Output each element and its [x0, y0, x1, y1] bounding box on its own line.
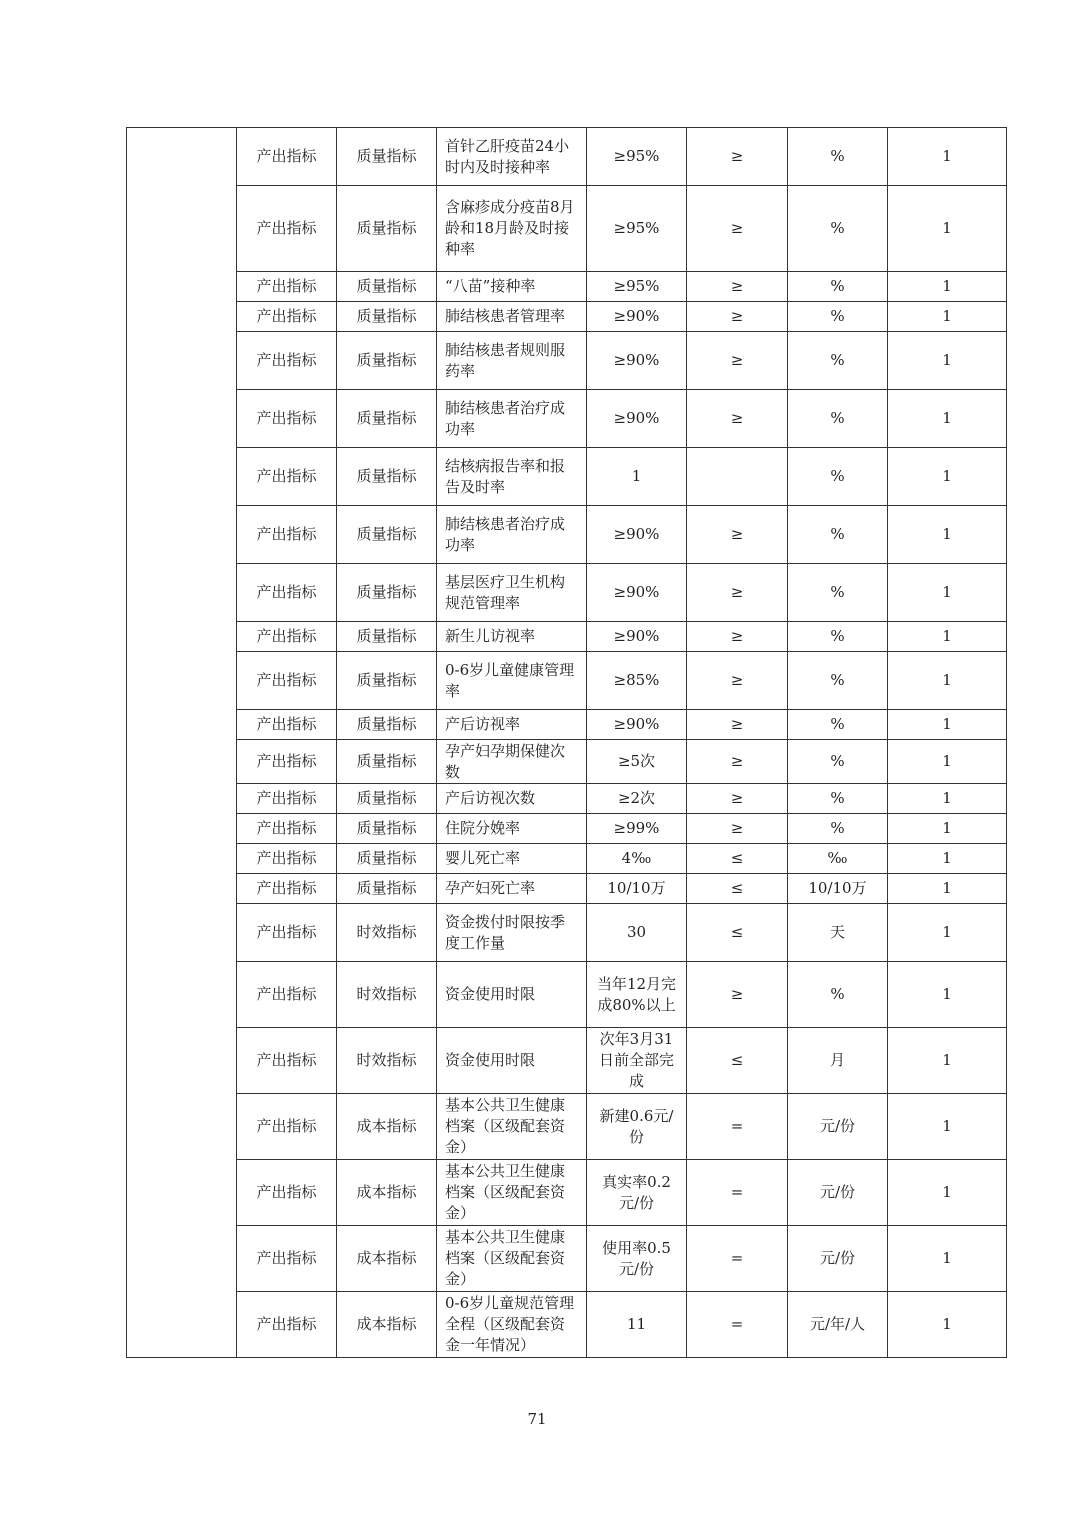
target-value-cell: ≥90% [587, 302, 687, 332]
table-row [127, 844, 1007, 874]
unit-cell: 元/份 [788, 1094, 888, 1160]
category-l1-cell: 产出指标 [237, 390, 337, 448]
unit-cell: % [788, 332, 888, 390]
weight-cell: 1 [888, 652, 1007, 710]
unit-cell: 元/份 [788, 1160, 888, 1226]
unit-cell: % [788, 564, 888, 622]
category-l1-cell: 产出指标 [237, 1226, 337, 1292]
unit-cell: % [788, 128, 888, 186]
target-value-cell: ≥2次 [587, 784, 687, 814]
weight-cell: 1 [888, 874, 1007, 904]
indicator-name-cell: 产后访视次数 [437, 784, 587, 814]
category-l1-cell: 产出指标 [237, 874, 337, 904]
category-l2-cell: 成本指标 [337, 1226, 437, 1292]
target-value-cell: ≥90% [587, 710, 687, 740]
unit-cell: 天 [788, 904, 888, 962]
category-l2-cell: 质量指标 [337, 506, 437, 564]
category-l2-cell: 质量指标 [337, 302, 437, 332]
weight-cell: 1 [888, 1028, 1007, 1094]
category-l1-cell: 产出指标 [237, 564, 337, 622]
target-value-cell: ≥95% [587, 186, 687, 272]
comparison-operator-cell: ≥ [687, 740, 788, 784]
target-value-cell: ≥90% [587, 332, 687, 390]
unit-cell: % [788, 814, 888, 844]
table-row [127, 962, 1007, 1028]
category-l2-cell: 质量指标 [337, 390, 437, 448]
weight-cell: 1 [888, 186, 1007, 272]
comparison-operator-cell [687, 448, 788, 506]
comparison-operator-cell: ≥ [687, 814, 788, 844]
category-l1-cell: 产出指标 [237, 652, 337, 710]
category-l1-cell: 产出指标 [237, 302, 337, 332]
indicator-name-cell: 孕产妇孕期保健次数 [437, 740, 587, 784]
category-l1-cell: 产出指标 [237, 128, 337, 186]
category-l1-cell: 产出指标 [237, 904, 337, 962]
target-value-cell: ≥90% [587, 390, 687, 448]
weight-cell: 1 [888, 622, 1007, 652]
unit-cell: % [788, 302, 888, 332]
comparison-operator-cell: ≥ [687, 272, 788, 302]
weight-cell: 1 [888, 710, 1007, 740]
comparison-operator-cell: ≥ [687, 302, 788, 332]
table-row [127, 814, 1007, 844]
comparison-operator-cell: ≥ [687, 186, 788, 272]
weight-cell: 1 [888, 784, 1007, 814]
table-row [127, 390, 1007, 448]
weight-cell: 1 [888, 390, 1007, 448]
indicator-name-cell: 肺结核患者治疗成功率 [437, 390, 587, 448]
indicator-name-cell: 肺结核患者管理率 [437, 302, 587, 332]
category-l2-cell: 质量指标 [337, 710, 437, 740]
target-value-cell: 当年12月完成80%以上 [587, 962, 687, 1028]
category-l1-cell: 产出指标 [237, 1094, 337, 1160]
table-row [127, 652, 1007, 710]
category-l1-cell: 产出指标 [237, 784, 337, 814]
comparison-operator-cell: ≥ [687, 506, 788, 564]
weight-cell: 1 [888, 962, 1007, 1028]
comparison-operator-cell: ≤ [687, 1028, 788, 1094]
unit-cell: % [788, 390, 888, 448]
indicator-name-cell: 婴儿死亡率 [437, 844, 587, 874]
category-l1-cell: 产出指标 [237, 710, 337, 740]
category-l1-cell: 产出指标 [237, 962, 337, 1028]
category-l2-cell: 成本指标 [337, 1292, 437, 1358]
category-l1-cell: 产出指标 [237, 272, 337, 302]
weight-cell: 1 [888, 128, 1007, 186]
target-value-cell: 10/10万 [587, 874, 687, 904]
target-value-cell: 30 [587, 904, 687, 962]
comparison-operator-cell: ≥ [687, 128, 788, 186]
weight-cell: 1 [888, 904, 1007, 962]
category-l1-cell: 产出指标 [237, 332, 337, 390]
category-l2-cell: 质量指标 [337, 186, 437, 272]
weight-cell: 1 [888, 448, 1007, 506]
indicator-name-cell: 基本公共卫生健康档案（区级配套资金） [437, 1226, 587, 1292]
category-l2-cell: 质量指标 [337, 622, 437, 652]
unit-cell: 元/份 [788, 1226, 888, 1292]
indicator-name-cell: 孕产妇死亡率 [437, 874, 587, 904]
table-row [127, 740, 1007, 784]
indicator-name-cell: 肺结核患者治疗成功率 [437, 506, 587, 564]
indicator-name-cell: 结核病报告率和报告及时率 [437, 448, 587, 506]
category-l1-cell: 产出指标 [237, 186, 337, 272]
category-l1-cell: 产出指标 [237, 506, 337, 564]
unit-cell: % [788, 962, 888, 1028]
indicator-name-cell: 0-6岁儿童规范管理全程（区级配套资金一年情况） [437, 1292, 587, 1358]
indicator-name-cell: 基本公共卫生健康档案（区级配套资金） [437, 1094, 587, 1160]
category-l1-cell: 产出指标 [237, 1160, 337, 1226]
unit-cell: % [788, 448, 888, 506]
comparison-operator-cell: ≤ [687, 904, 788, 962]
target-value-cell: 11 [587, 1292, 687, 1358]
merged-first-column-cell [127, 128, 237, 1358]
category-l1-cell: 产出指标 [237, 1028, 337, 1094]
indicator-name-cell: 基本公共卫生健康档案（区级配套资金） [437, 1160, 587, 1226]
comparison-operator-cell: ≤ [687, 874, 788, 904]
table-row [127, 1094, 1007, 1160]
table-body [127, 128, 1007, 1358]
comparison-operator-cell: ≥ [687, 710, 788, 740]
table-row [127, 128, 1007, 186]
table-row [127, 1028, 1007, 1094]
category-l2-cell: 质量指标 [337, 740, 437, 784]
indicator-name-cell: 0-6岁儿童健康管理率 [437, 652, 587, 710]
target-value-cell: ≥95% [587, 128, 687, 186]
unit-cell: % [788, 652, 888, 710]
comparison-operator-cell: ≥ [687, 564, 788, 622]
unit-cell: % [788, 506, 888, 564]
comparison-operator-cell: ≥ [687, 784, 788, 814]
comparison-operator-cell: = [687, 1292, 788, 1358]
target-value-cell: ≥95% [587, 272, 687, 302]
comparison-operator-cell: ≤ [687, 844, 788, 874]
category-l2-cell: 质量指标 [337, 874, 437, 904]
unit-cell: 月 [788, 1028, 888, 1094]
comparison-operator-cell: ≥ [687, 390, 788, 448]
category-l1-cell: 产出指标 [237, 844, 337, 874]
table-row [127, 1292, 1007, 1358]
category-l2-cell: 质量指标 [337, 332, 437, 390]
category-l1-cell: 产出指标 [237, 448, 337, 506]
category-l2-cell: 质量指标 [337, 448, 437, 506]
weight-cell: 1 [888, 844, 1007, 874]
unit-cell: % [788, 710, 888, 740]
target-value-cell: ≥90% [587, 506, 687, 564]
indicator-name-cell: 资金拨付时限按季度工作量 [437, 904, 587, 962]
indicator-name-cell: 含麻疹成分疫苗8月龄和18月龄及时接种率 [437, 186, 587, 272]
weight-cell: 1 [888, 1160, 1007, 1226]
category-l2-cell: 质量指标 [337, 844, 437, 874]
indicator-name-cell: 资金使用时限 [437, 1028, 587, 1094]
table-row [127, 904, 1007, 962]
table-row [127, 710, 1007, 740]
comparison-operator-cell: = [687, 1160, 788, 1226]
category-l2-cell: 质量指标 [337, 784, 437, 814]
category-l2-cell: 时效指标 [337, 904, 437, 962]
indicator-name-cell: “八苗”接种率 [437, 272, 587, 302]
table-row [127, 622, 1007, 652]
indicator-name-cell: 首针乙肝疫苗24小时内及时接种率 [437, 128, 587, 186]
weight-cell: 1 [888, 564, 1007, 622]
category-l2-cell: 质量指标 [337, 564, 437, 622]
category-l2-cell: 成本指标 [337, 1094, 437, 1160]
comparison-operator-cell: = [687, 1226, 788, 1292]
category-l1-cell: 产出指标 [237, 1292, 337, 1358]
unit-cell: ‰ [788, 844, 888, 874]
table-row [127, 784, 1007, 814]
target-value-cell: ≥90% [587, 622, 687, 652]
comparison-operator-cell: = [687, 1094, 788, 1160]
weight-cell: 1 [888, 1094, 1007, 1160]
comparison-operator-cell: ≥ [687, 652, 788, 710]
category-l2-cell: 质量指标 [337, 272, 437, 302]
unit-cell: % [788, 186, 888, 272]
category-l2-cell: 时效指标 [337, 962, 437, 1028]
table-row [127, 1160, 1007, 1226]
indicator-name-cell: 资金使用时限 [437, 962, 587, 1028]
target-value-cell: 次年3月31日前全部完成 [587, 1028, 687, 1094]
table-row [127, 448, 1007, 506]
weight-cell: 1 [888, 332, 1007, 390]
table-row [127, 564, 1007, 622]
category-l2-cell: 质量指标 [337, 814, 437, 844]
target-value-cell: 使用率0.5元/份 [587, 1226, 687, 1292]
unit-cell: 元/年/人 [788, 1292, 888, 1358]
unit-cell: % [788, 622, 888, 652]
target-value-cell: ≥5次 [587, 740, 687, 784]
unit-cell: 10/10万 [788, 874, 888, 904]
category-l1-cell: 产出指标 [237, 814, 337, 844]
table-row [127, 1226, 1007, 1292]
unit-cell: % [788, 272, 888, 302]
category-l2-cell: 质量指标 [337, 128, 437, 186]
weight-cell: 1 [888, 302, 1007, 332]
weight-cell: 1 [888, 1292, 1007, 1358]
comparison-operator-cell: ≥ [687, 332, 788, 390]
table-row [127, 272, 1007, 302]
indicator-table [126, 127, 1007, 1358]
table-row [127, 186, 1007, 272]
weight-cell: 1 [888, 1226, 1007, 1292]
category-l2-cell: 成本指标 [337, 1160, 437, 1226]
table-row [127, 506, 1007, 564]
indicator-name-cell: 新生儿访视率 [437, 622, 587, 652]
indicator-name-cell: 住院分娩率 [437, 814, 587, 844]
target-value-cell: ≥90% [587, 564, 687, 622]
comparison-operator-cell: ≥ [687, 962, 788, 1028]
weight-cell: 1 [888, 506, 1007, 564]
unit-cell: % [788, 740, 888, 784]
page-number: 71 [527, 1410, 547, 1428]
target-value-cell: 4‰ [587, 844, 687, 874]
indicator-name-cell: 基层医疗卫生机构规范管理率 [437, 564, 587, 622]
table-row [127, 302, 1007, 332]
comparison-operator-cell: ≥ [687, 622, 788, 652]
table-row [127, 332, 1007, 390]
category-l2-cell: 时效指标 [337, 1028, 437, 1094]
target-value-cell: ≥99% [587, 814, 687, 844]
indicator-name-cell: 肺结核患者规则服药率 [437, 332, 587, 390]
target-value-cell: 真实率0.2元/份 [587, 1160, 687, 1226]
category-l2-cell: 质量指标 [337, 652, 437, 710]
indicator-name-cell: 产后访视率 [437, 710, 587, 740]
target-value-cell: ≥85% [587, 652, 687, 710]
target-value-cell: 新建0.6元/份 [587, 1094, 687, 1160]
weight-cell: 1 [888, 740, 1007, 784]
unit-cell: % [788, 784, 888, 814]
weight-cell: 1 [888, 814, 1007, 844]
weight-cell: 1 [888, 272, 1007, 302]
category-l1-cell: 产出指标 [237, 622, 337, 652]
table-row [127, 874, 1007, 904]
category-l1-cell: 产出指标 [237, 740, 337, 784]
target-value-cell: 1 [587, 448, 687, 506]
